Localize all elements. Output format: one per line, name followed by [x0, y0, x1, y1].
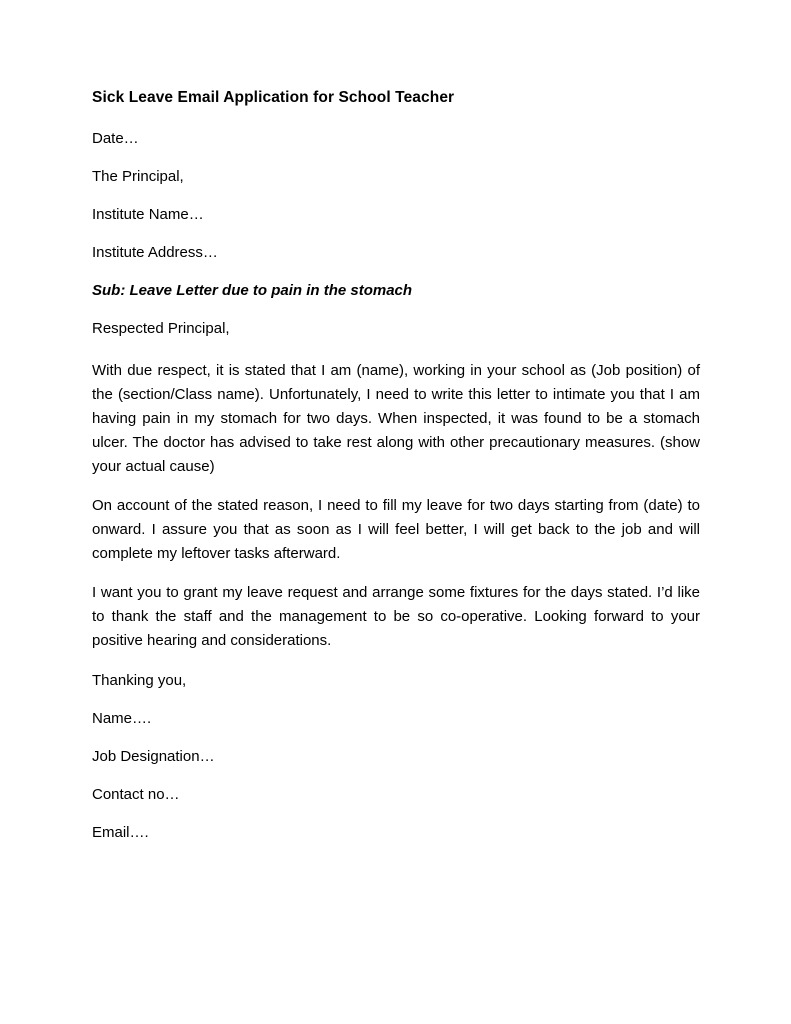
- date-line: Date…: [92, 130, 139, 147]
- email-line: Email….: [92, 824, 149, 841]
- job-designation-line: Job Designation…: [92, 748, 215, 765]
- recipient-line: The Principal,: [92, 168, 184, 185]
- body-paragraph-2: On account of the stated reason, I need to fill my leave for two days starting from (date) to onward. I assure you that as soon as I will feel better, I will get back to the job and will complete my leftover tasks afterward.: [92, 497, 700, 562]
- signature-name-line: Name….: [92, 710, 152, 727]
- subject-line: Sub: Leave Letter due to pain in the stomach: [92, 282, 413, 299]
- institute-name-line: Institute Name…: [92, 206, 204, 223]
- body-paragraph-3: I want you to grant my leave request and arrange some fixtures for the days stated. I’d like to thank the staff and the management to be so co-operative. Looking forward to your positive hearing and considerations.: [92, 584, 700, 649]
- closing-thanks-line: Thanking you,: [92, 672, 187, 689]
- institute-address-line: Institute Address…: [92, 244, 218, 261]
- contact-number-line: Contact no…: [92, 786, 180, 803]
- page-title: Sick Leave Email Application for School Teacher: [92, 89, 455, 106]
- letter-body: [92, 88, 700, 843]
- body-paragraph-1: With due respect, it is stated that I am (name), working in your school as (Job position) of the (section/Class name). Unfortunately, I need to write this letter to intimate you that I am having pain in my stomach for two days. When inspected, it was found to be a stomach ulcer. The doctor has advised to take rest along with other precautionary measures. (show your actual cause): [92, 362, 700, 475]
- salutation-line: Respected Principal,: [92, 320, 230, 337]
- closing-block: [92, 671, 700, 843]
